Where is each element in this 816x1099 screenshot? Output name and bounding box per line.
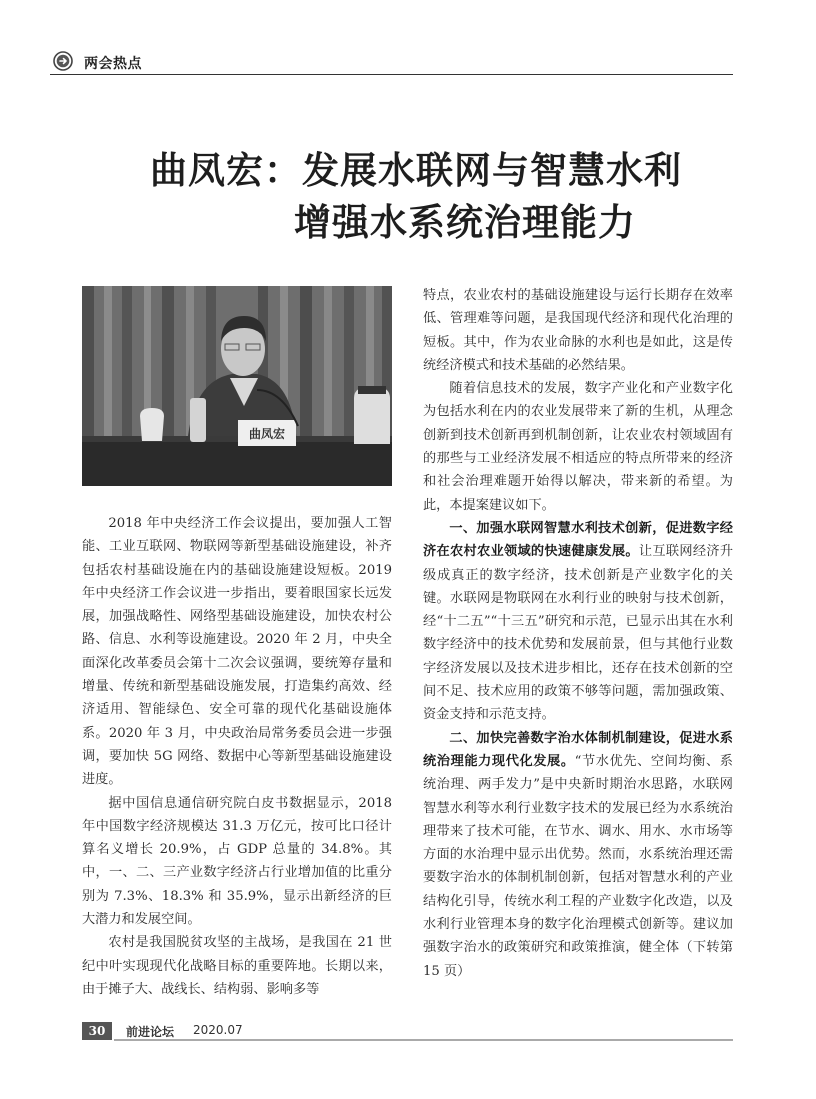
title-line-2: 增强水系统治理能力 bbox=[294, 201, 636, 244]
thermos bbox=[354, 386, 390, 444]
section-header bbox=[50, 50, 733, 75]
paragraph: 随着信息技术的发展，数字产业化和产业数字化为包括水利在内的农业发展带来了新的生机，从理念创新到技术创新再到机制创新，让农业农村领域固有的那些与工业经济发展不相适应的特点所带来的经济和社会治理难题开始得以解决，带来新的希望。为此，本提案建议如下。 bbox=[423, 381, 733, 513]
nameplate-text: 曲凤宏 bbox=[248, 427, 286, 441]
magazine-name: 前进论坛 bbox=[126, 1025, 175, 1039]
title-line-1: 曲凤宏：发展水联网与智慧水利 bbox=[150, 149, 682, 192]
right-column bbox=[423, 284, 733, 983]
teacup bbox=[140, 408, 164, 441]
recommendation-heading-2: 二、加快完善数字治水体制机制建设，促进水系统治理能力现代化发展。 bbox=[423, 730, 733, 769]
continued-note[interactable]: （下转第 15 页） bbox=[423, 940, 734, 979]
paragraph bbox=[423, 727, 733, 983]
page-number: 30 bbox=[82, 1022, 112, 1040]
paragraph-body: 让互联网经济升级成真正的数字经济，技术创新是产业数字化的关键。水联网是物联网在水利行业的映射与技术创新，经“十二五”“十三五”研究和示范，已显示出其在水利数字经济中的技术优势和发展前景，但与其他行业数字经济发展以及技术进步相比，还存在技术创新的空间不足、技术应用的政策不够等问题，需加强政策、资金支持和示范支持。 bbox=[423, 544, 734, 723]
paragraph bbox=[423, 517, 733, 727]
issue-date: 2020.07 bbox=[193, 1023, 243, 1037]
paragraph: 据中国信息通信研究院白皮书数据显示，2018 年中国数字经济规模达 31.3 万亿元，按可比口径计算名义增长 20.9%，占 GDP 总量的 34.8%。其中，一、二、三产业数字经济占行业增加值的比重分别为 7.3%、18.3% 和 35.9%，显示出新经济的巨大潜力和发展空间。 bbox=[82, 795, 392, 928]
left-column bbox=[82, 512, 392, 1001]
section-label: 两会热点 bbox=[84, 56, 142, 72]
page-footer bbox=[82, 1022, 733, 1040]
speaker-photo bbox=[82, 286, 392, 486]
footer-rule bbox=[114, 1039, 733, 1041]
table bbox=[82, 438, 392, 486]
water-bottle bbox=[190, 398, 206, 442]
paragraph: 2018 年中央经济工作会议提出，要加强人工智能、工业互联网、物联网等新型基础设施建设，补齐包括农村基础设施在内的基础设施建设短板。2019 年中央经济工作会议进一步指出，要着眼国家长远发展，加强战略性、网络型基础设施建设，加快农村公路、信息、水利等设施建设。2020 年 2 月，中央全面深化改革委员会第十二次会议强调，要统筹存量和增量、传统和新型基础设施发展，打造集约高效、经济适用、智能绿色、安全可靠的现代化基础设施体系。2020 年 3 月，中央政治局常务委员会进一步强调，要加快 5G 网络、数据中心等新型基础设施建设进度。 bbox=[82, 516, 392, 788]
recommendation-heading-1: 一、加强水联网智慧水利技术创新，促进数字经济在农村农业领域的快速健康发展。 bbox=[423, 520, 733, 560]
arrow-right-circle-icon bbox=[53, 51, 73, 71]
paragraph: 农村是我国脱贫攻坚的主战场，是我国在 21 世纪中叶实现现代化战略目标的重要阵地。长期以来，由于摊子大、战线长、结构弱、影响多等 bbox=[82, 935, 392, 997]
paragraph-body: “节水优先、空间均衡、系统治理、两手发力”是中央新时期治水思路，水联网智慧水利等水利行业数字技术的发展已经为水系统治理带来了技术可能，在节水、调水、用水、水市场等方面的水治理中显示出优势。然而，水系统治理还需要数字治水的体制机制创新，包括对智慧水利的产业结构化引导，传统水利工程的产业数字化改造，以及水利行业管理本身的数字化治理模式创新等。建议加强数字治水的政策研究和政策推演，健全体 bbox=[423, 753, 733, 956]
paragraph: 特点，农业农村的基础设施建设与运行长期存在效率低、管理难等问题，是我国现代经济和现代化治理的短板。其中，作为农业命脉的水利也是如此，这是传统经济模式和技术基础的必然结果。 bbox=[423, 288, 733, 373]
article-photo bbox=[82, 286, 392, 486]
